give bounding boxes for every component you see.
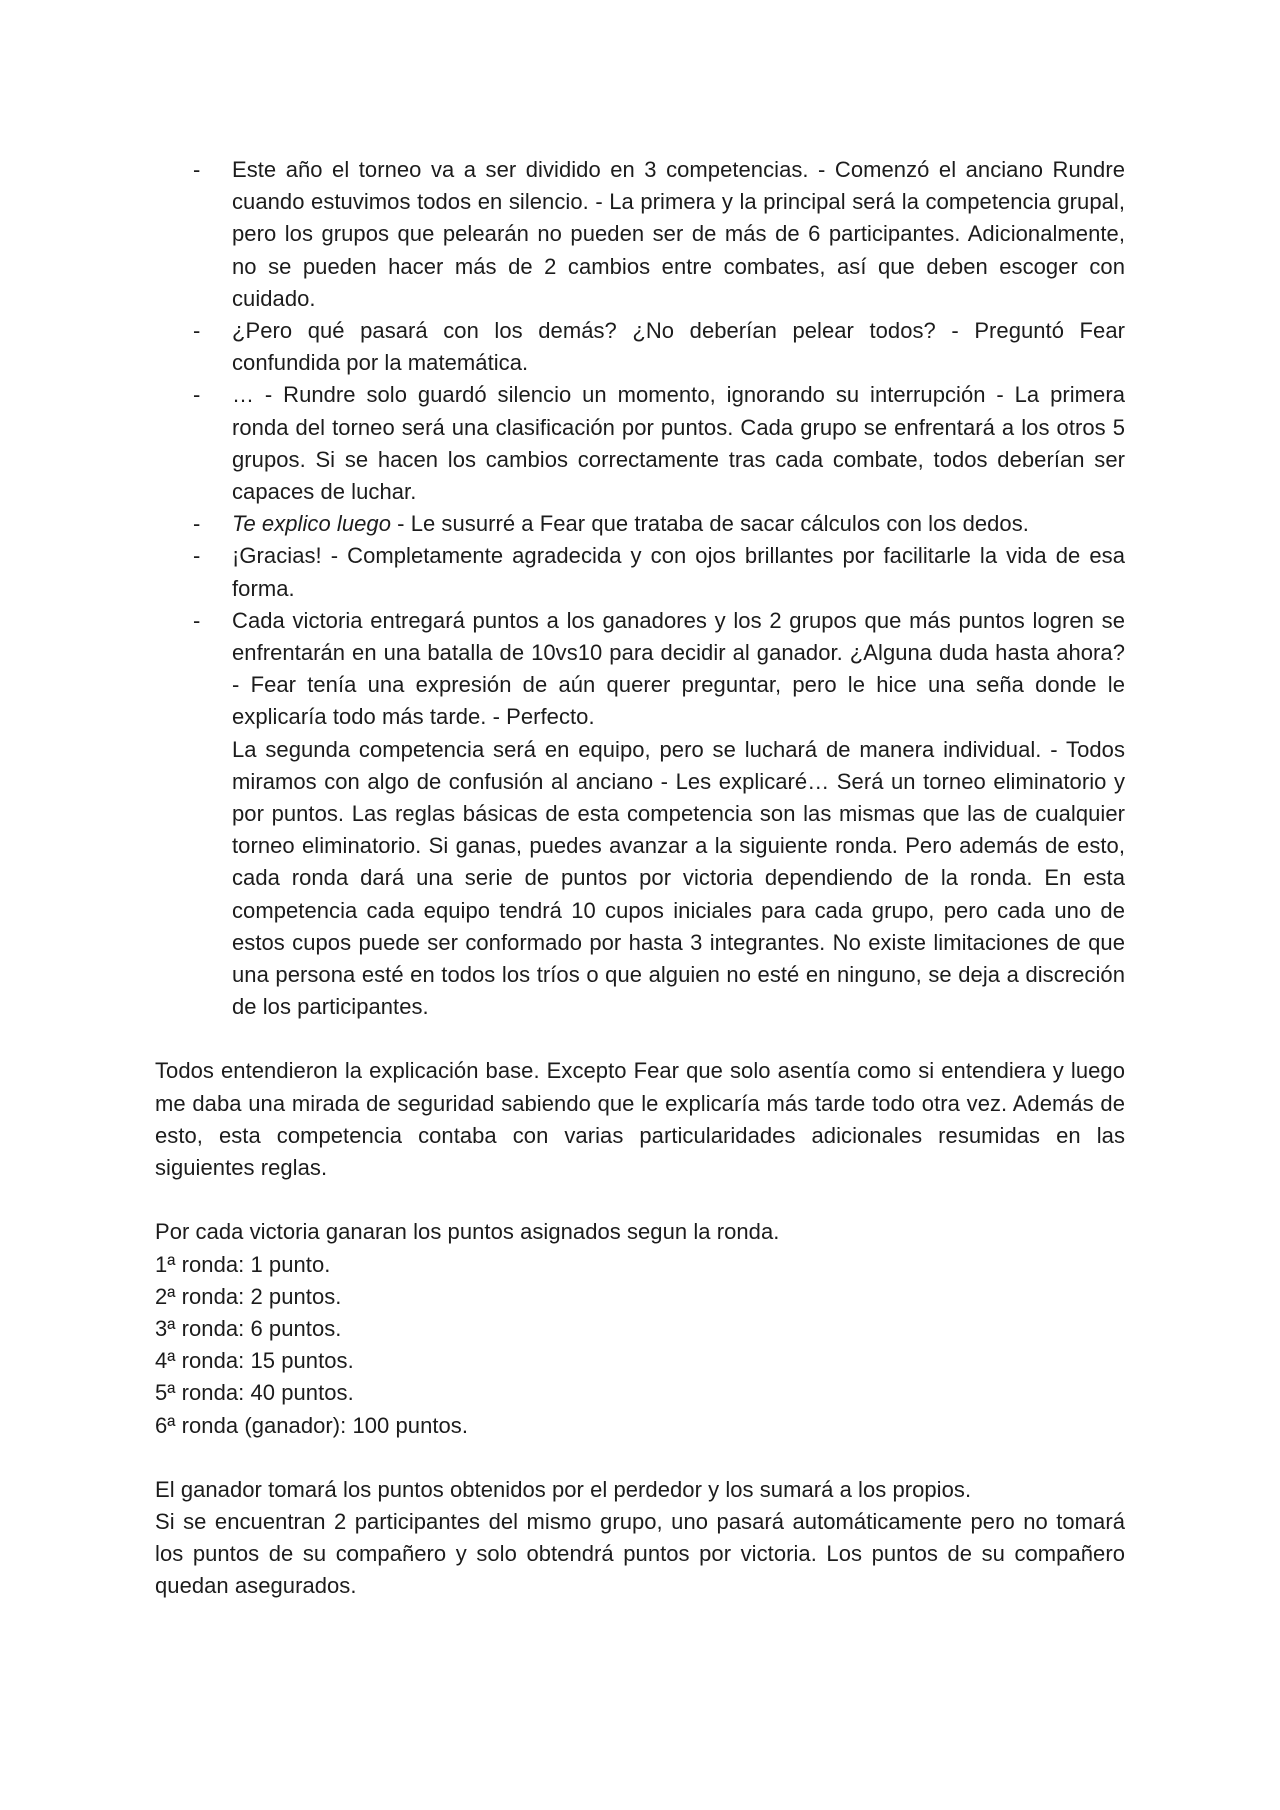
round-item: 2ª ronda: 2 puntos.: [155, 1283, 342, 1309]
dialogue-text: Cada victoria entregará puntos a los ganadores y los 2 grupos que más puntos logren se enfrentarán en una batalla de 10vs10 para decidir al ganador. ¿Alguna duda hasta ahora? - Fear tenía una expresión de aún querer preguntar, pero le hice una seña donde le explicaría todo más tarde. - Perfecto.: [232, 607, 1125, 730]
dialogue-item: [155, 154, 1125, 315]
dialogue-text: Este año el torneo va a ser dividido en 3 competencias. - Comenzó el anciano Rundre cuando estuvimos todos en silencio. - La primera y la principal será la competencia grupal, pero los grupos que pelearán no pueden ser de más de 6 participantes. Adicionalmente, no se pueden hacer más de 2 cambios entre combates, así que deben escoger con cuidado.: [232, 157, 1125, 311]
dash-marker: -: [193, 157, 201, 182]
round-item: 6ª ronda (ganador): 100 puntos.: [155, 1412, 469, 1438]
spacer: [155, 1184, 1125, 1216]
round-item: 4ª ronda: 15 puntos.: [155, 1348, 354, 1374]
dialogue-item: [155, 605, 1125, 734]
round-item: 3ª ronda: 6 puntos.: [155, 1315, 342, 1341]
dialogue-item: [155, 315, 1125, 379]
dialogue-item: [155, 379, 1125, 508]
document-page: [155, 154, 1125, 1603]
dialogue-item: [155, 540, 1125, 604]
dash-marker: -: [193, 607, 201, 633]
spacer: [155, 1023, 1125, 1055]
dash-marker: -: [193, 511, 201, 537]
dialogue-text: … - Rundre solo guardó silencio un momento, ignorando su interrupción - La primera ronda del torneo será una clasificación por puntos. Cada grupo se enfrentará a los otros 5 grupos. Si se hacen los cambios correctamente tras cada combate, todos deberían ser capaces de luchar.: [232, 382, 1125, 505]
rules-intro: Por cada victoria ganaran los puntos asignados segun la ronda.: [155, 1219, 780, 1245]
dialogue-text: - Le susurré a Fear que trataba de sacar cálculos con los dedos.: [391, 511, 1029, 537]
dash-marker: -: [193, 382, 201, 408]
dialogue-text: ¿Pero qué pasará con los demás? ¿No deberían pelear todos? - Preguntó Fear confundida por la matemática.: [232, 318, 1125, 376]
narration-paragraph: Todos entendieron la explicación base. Excepto Fear que solo asentía como si entendiera y luego me daba una mirada de seguridad sabiendo que le explicaría más tarde todo otra vez. Además de esto, esta competencia contaba con varias particularidades adicionales resumidas en las siguientes reglas.: [155, 1058, 1125, 1181]
round-item: 1ª ronda: 1 punto.: [155, 1251, 331, 1277]
dialogue-list: [155, 154, 1125, 1023]
round-item: 5ª ronda: 40 puntos.: [155, 1380, 354, 1406]
dialogue-continuation: La segunda competencia será en equipo, pero se luchará de manera individual. - Todos miramos con algo de confusión al anciano - Les explicaré… Será un torneo eliminatorio y por puntos. Las reglas básicas de esta competencia son las mismas que las de cualquier torneo eliminatorio. Si ganas, puedes avanzar a la siguiente ronda. Pero además de esto, cada ronda dará una serie de puntos por victoria dependiendo de la ronda. En esta competencia cada equipo tendrá 10 cupos iniciales para cada grupo, pero cada uno de estos cupos puede ser conformado por hasta 3 integrantes. No existe limitaciones de que una persona esté en todos los tríos o que alguien no esté en ninguno, se deja a discreción de los participantes.: [232, 736, 1125, 1020]
closing-rule: El ganador tomará los puntos obtenidos por el perdedor y los sumará a los propios.: [155, 1476, 972, 1502]
spacer: [155, 1442, 1125, 1474]
rounds-list: [155, 1249, 1125, 1442]
dialogue-text: ¡Gracias! - Completamente agradecida y con ojos brillantes por facilitarle la vida de esa forma.: [232, 543, 1125, 601]
dialogue-item: [155, 508, 1125, 540]
closing-rule: Si se encuentran 2 participantes del mismo grupo, uno pasará automáticamente pero no tomará los puntos de su compañero y solo obtendrá puntos por victoria. Los puntos de su compañero quedan asegurados.: [155, 1508, 1125, 1599]
dialogue-italic-text: Te explico luego: [232, 511, 391, 537]
dash-marker: -: [193, 318, 201, 344]
dash-marker: -: [193, 543, 201, 569]
